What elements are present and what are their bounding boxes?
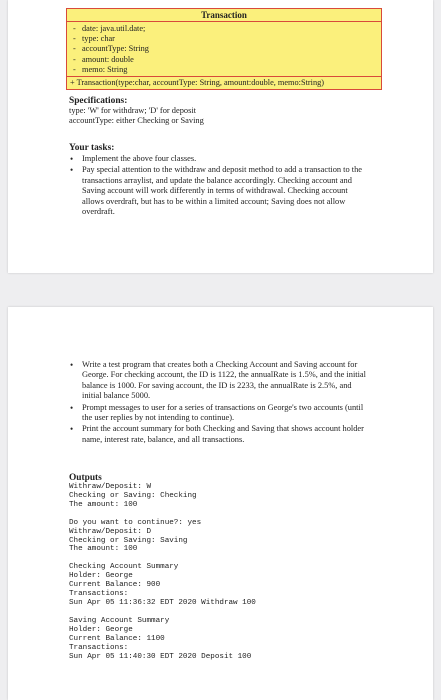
tasks-heading: Your tasks: [69,143,115,153]
uml-attribute: - amount: double [73,54,134,64]
bullet-icon: • [70,424,74,435]
outputs-section [69,473,399,661]
list-item: • Pay special attention to the withdraw and deposit method to add a transaction to the transactions arraylist, and update the balance accordingly. Checking account and Saving account will work differently in terms of withdrawal. Checking account allows overdraft, but has to be within a limited account; Saving does not allow overdraft. [70,165,363,217]
list-item: • Write a test program that creates both a Checking Account and Saving account for George. For checking account, the ID is 1122, the annualRate is 1.5%, and the initial balance is 1000. For saving account, the ID is 2233, the annualRate is 2.5%, and initial balance 5000. [70,360,366,401]
tasks-list [69,154,369,217]
tasks-section [69,143,369,218]
uml-attributes [67,22,381,77]
uml-class-box [66,8,382,90]
spec-line: type: 'W' for withdraw; 'D' for deposit [69,106,196,115]
uml-class-title: Transaction [67,9,381,22]
document-page-2 [8,307,433,700]
output-block: Saving Account Summary Holder: George Current Balance: 1100 Transactions: Sun Apr 05 11:40:30 EDT 2020 Deposit 100 [69,616,252,661]
tasks-continued-section [69,360,373,446]
bullet-icon: • [70,360,74,370]
document-page-1 [8,0,433,273]
uml-attribute: - memo: String [73,64,128,74]
specifications-section [69,96,399,127]
uml-attribute: - type: char [73,34,115,44]
output-block: Do you want to continue?: yes Withraw/Deposit: D Checking or Saving: Saving The amount: 100 [69,518,202,554]
spec-line: accountType: either Checking or Saving [69,116,204,126]
list-item: • Print the account summary for both Checking and Saving that shows account holder name, interest rate, balance, and all transactions. [70,424,364,444]
output-block: Withraw/Deposit: W Checking or Saving: Checking The amount: 100 [69,483,197,509]
bullet-icon: • [70,165,74,176]
bullet-icon: • [70,402,74,413]
tasks-list-continued [69,360,373,445]
uml-constructor: + Transaction(type:char, accountType: String, amount:double, memo:String) [70,78,325,88]
output-block: Checking Account Summary Holder: George Current Balance: 900 Transactions: Sun Apr 05 11:36:32 EDT 2020 Withdraw 100 [69,563,256,607]
list-item: • Implement the above four classes. [70,154,197,164]
bullet-icon: • [70,154,74,164]
list-item: • Prompt messages to user for a series of transactions on George's two accounts (until the user replies by not intending to continue). [70,402,364,423]
uml-attribute: - date: java.util.date; [73,24,146,33]
uml-attribute: - accountType: String [73,44,149,54]
outputs-heading: Outputs [69,473,102,483]
specifications-heading: Specifications: [69,96,128,106]
